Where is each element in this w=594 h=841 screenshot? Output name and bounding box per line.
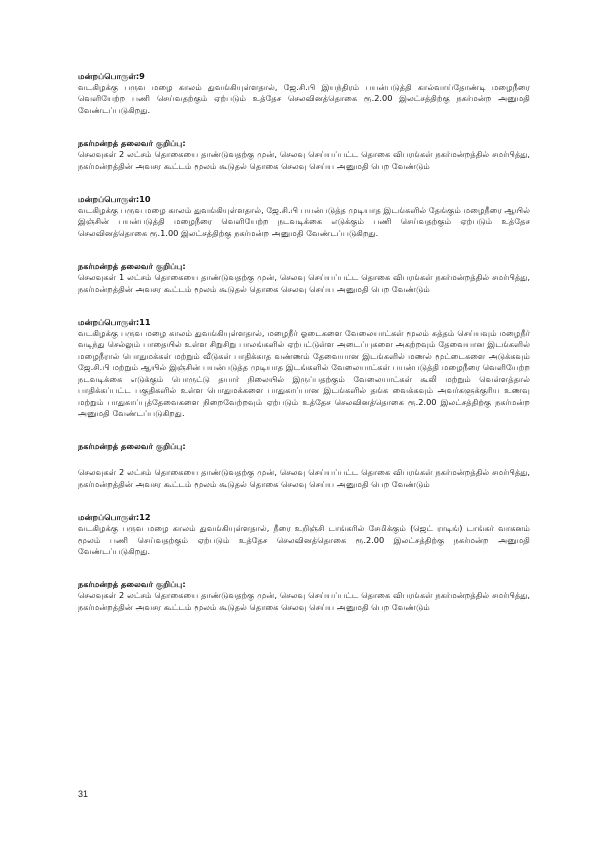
section-text: வடகிழக்கு பருவ மழை காலம் துவங்கியுள்ளதால், மழைநீர் ஓடைகளை வேலையாட்கள் மூலம் சுத்தம் செய்யவும் மழைநீர் வடிந்து செல்லும் பாதையில் உள்ள சிறுசிறு பாலங்களில் ஏற்பட்டுள்ள அடைப்புகளை அகற்றவும் தேவையான இடங்களில் மழைநீரால் பொதுமக்கள் மற்றும் வீடுகள் பாதிக்காத வண்ணம் தேவையான இடங்களில் மணல் மூட்டைகளை அடுக்கவும் ஜே.சி.பி மற்றும் ஆயில் இஞ்சின் பயன்படுத்த முடியாத இடங்களில் வேலையாட்கள் பயன்படுத்தி மழைநீரை வெளியேற்ற நடவடிக்கை எடுக்கும் பொருட்டு தயார் நிலையில் இருப்பதற்கும் வேலையாட்கள் கூலி மற்றும் வெள்ளத்தால் பாதிக்கப்பட்ட பகுதிகளில் உள்ள பொதுமக்களை பாதுகாப்பான இடங்களில் தங்க வைக்கவும் அவர்களுக்குரிய உணவு மற்றும் பாதுகாப்புத்தேவைகளை நிறைவேற்றவும் ஏற்படும் உத்தேச செலவினத்தொகை ரூ.2.00 இலட்சத்திற்கு நகர்மன்ற அனுமதி வேண்டப்படுகிறது.	[78, 328, 530, 418]
section-text: செலவுகள் 2 லட்சம் தொகையை தாண்டுவதற்கு முன், செலவு செய்யப்பட்ட தொகை விபரங்கள் நகர்மன்றத்தில் சமர்பித்து, நகர்மன்றத்தின் அவசர கூட்டம் மூலம் கூடுதல் தொகை செலவு செய்ய அனுமதி பெற வேண்டும்	[78, 149, 530, 171]
agenda-item-12	[78, 512, 530, 557]
section-text: செலவுகள் 2 லட்சம் தொகையை தாண்டுவதற்கு முன், செலவு செய்யப்பட்ட தொகை விபரங்கள் நகர்மன்றத்தில் சமர்பித்து, நகர்மன்றத்தின் அவசர கூட்டம் மூலம் கூடுதல் தொகை செலவு செய்ய அனுமதி பெற வேண்டும்	[78, 467, 530, 489]
chairman-note-10	[78, 261, 530, 295]
agenda-item-11	[78, 317, 530, 419]
section-heading: நகர்மன்றத் தலைவர் குறிப்பு:	[78, 261, 186, 272]
section-heading: நகர்மன்றத் தலைவர் குறிப்பு:	[78, 441, 186, 452]
page-content	[78, 71, 530, 613]
section-heading: மன்றப்பொருள்:11	[78, 317, 151, 328]
section-text: வடகிழக்கு பருவ மழை காலம் துவங்கியுள்ளதால், ஜே.சி.பி பயன்படுத்த முடியாத இடங்களில் தேங்கும் மழைநீரை ஆயில் இஞ்சின் பயன்படுத்தி மழைநீரை வெளியேற்ற நடவடிக்கை எடுக்கும் பணி செய்வதற்கும் ஏற்படும் உத்தேச செலவினத்தொகை ரூ.1.00 இலட்சத்திற்கு நகர்மன்ற அனுமதி வேண்டப்படுகிறது.	[78, 205, 530, 238]
section-heading: நகர்மன்றத் தலைவர் குறிப்பு:	[78, 138, 186, 149]
section-text: வடகிழக்கு பருவ மழை காலம் துவங்கியுள்ளதால், நீரை உறிஞ்சி டாங்கரில் சேமிக்கும் (ஜெட் ராடிங்) டாங்கர் வாகனம் மூலம் பணி செய்வதற்கும் ஏற்படும் உத்தேச செலவினத்தொகை ரூ.2.00 இலட்சத்திற்கு நகர்மன்ற அனுமதி வேண்டப்படுகிறது.	[78, 523, 530, 556]
section-heading: மன்றப்பொருள்:9	[78, 71, 145, 81]
section-heading: மன்றப்பொருள்:12	[78, 512, 151, 523]
section-text: வடகிழக்கு பருவ மழை காலம் துவங்கியுள்ளதால், ஜே.சி.பி இயந்திரம் பயன்படுத்தி கால்வாய்தோண்டி மழைநீரை வெளியேற்ற பணி செய்வதற்கும் ஏற்படும் உத்தேச செலவினத்தொகை ரூ.2.00 இலட்சத்திற்கு நகர்மன்ற அனுமதி வேண்டப்படுகிறது.	[78, 82, 530, 115]
chairman-note-9	[78, 138, 530, 172]
chairman-note-11	[78, 441, 530, 490]
chairman-note-12	[78, 579, 530, 613]
section-heading: நகர்மன்றத் தலைவர் குறிப்பு:	[78, 579, 186, 590]
agenda-item-9	[78, 71, 530, 116]
section-heading: மன்றப்பொருள்:10	[78, 194, 151, 205]
section-text: செலவுகள் 1 லட்சம் தொகையை தாண்டுவதற்கு முன், செலவு செய்யப்பட்ட தொகை விபரங்கள் நகர்மன்றத்தில் சமர்பித்து, நகர்மன்றத்தின் அவசர கூட்டம் மூலம் கூடுதல் தொகை செலவு செய்ய அனுமதி பெற வேண்டும்	[78, 272, 530, 294]
section-text: செலவுகள் 2 லட்சம் தொகையை தாண்டுவதற்கு முன், செலவு செய்யப்பட்ட தொகை விபரங்கள் நகர்மன்றத்தில் சமர்பித்து, நகர்மன்றத்தின் அவசர கூட்டம் மூலம் கூடுதல் தொகை செலவு செய்ய அனுமதி பெற வேண்டும்	[78, 590, 530, 612]
agenda-item-10	[78, 194, 530, 239]
page-number: 31	[78, 789, 89, 799]
